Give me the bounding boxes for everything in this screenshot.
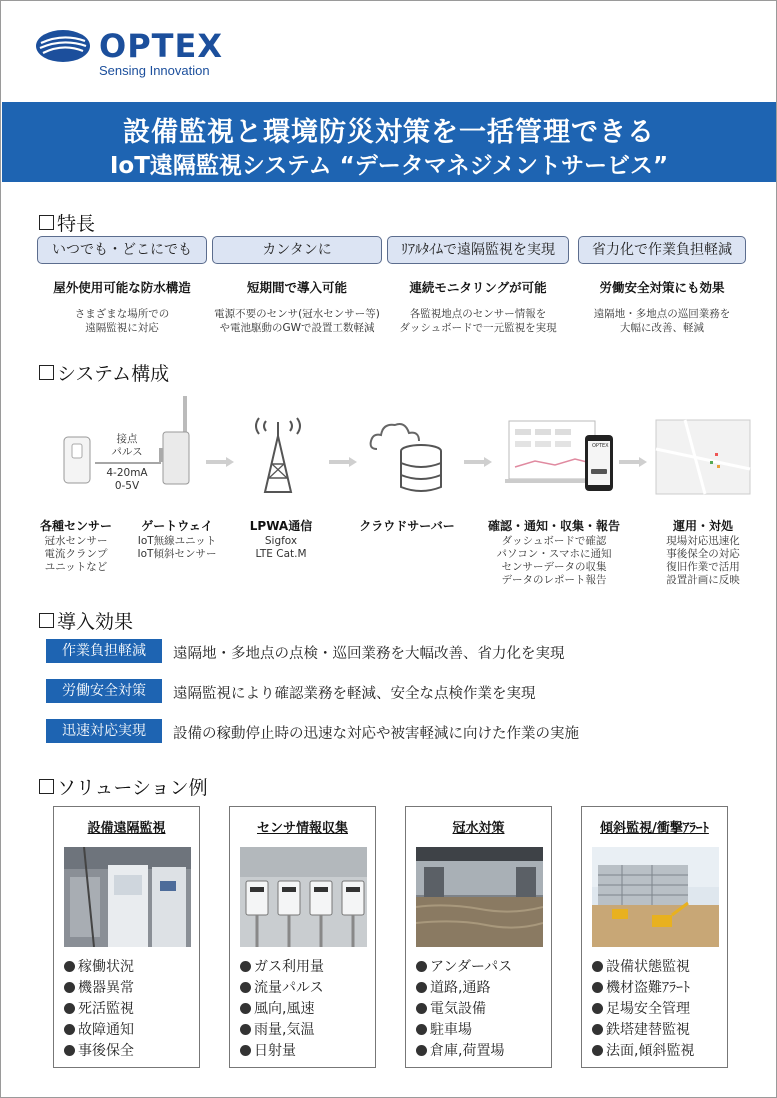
arrow-right-icon bbox=[464, 457, 492, 467]
solution-card bbox=[405, 806, 552, 1068]
stage-detail: Sigfox LTE Cat.M bbox=[255, 535, 307, 560]
bullet-icon bbox=[592, 1003, 603, 1014]
optex-globe-icon bbox=[35, 29, 91, 63]
bullet-icon bbox=[416, 1003, 427, 1014]
arrow-right-icon bbox=[329, 457, 357, 467]
lpwa-tower-icon bbox=[247, 416, 309, 496]
arrow-right-icon bbox=[619, 457, 647, 467]
bullet-icon bbox=[240, 1045, 251, 1056]
signal-label-bottom: 4-20mA 0-5V bbox=[106, 467, 148, 492]
list-item: 日射量 bbox=[240, 1041, 324, 1062]
solution-card bbox=[581, 806, 728, 1068]
dashboard-brand-text: OPTEX bbox=[592, 443, 609, 449]
brand-name: OPTEX bbox=[99, 27, 224, 65]
feature-title: 連続モニタリングが可能 bbox=[409, 280, 547, 295]
signal-label-top: 接点 パルス bbox=[111, 433, 143, 458]
feature-tag: カンタンに bbox=[212, 236, 382, 264]
brand-logo bbox=[35, 27, 255, 83]
solution-list bbox=[64, 957, 134, 1062]
bullet-icon bbox=[240, 982, 251, 993]
list-item: 風向,風速 bbox=[240, 999, 324, 1020]
bullet-icon bbox=[240, 961, 251, 972]
stage-detail: ダッシュボードで確認 パソコン・スマホに通知 センサーデータの収集 データのレポート報告 bbox=[496, 535, 612, 586]
bullet-icon bbox=[416, 961, 427, 972]
list-item: 足場安全管理 bbox=[592, 999, 694, 1020]
map-screen-icon bbox=[655, 419, 751, 495]
brand-tagline: Sensing Innovation bbox=[99, 63, 210, 78]
bullet-icon bbox=[592, 961, 603, 972]
feature-title: 短期間で導入可能 bbox=[246, 280, 347, 295]
dashboard-screen-icon bbox=[505, 419, 615, 495]
facility-photo bbox=[64, 847, 191, 947]
checkbox-square-icon bbox=[39, 365, 54, 380]
solution-title: 傾斜監視/衝撃ｱﾗｰﾄ bbox=[600, 821, 709, 836]
cloud-server-icon bbox=[367, 419, 447, 495]
hero-subtitle: IoT遠隔監視システム “データマネジメントサービス” bbox=[109, 153, 669, 179]
list-item: 設備状態監視 bbox=[592, 957, 694, 978]
bullet-icon bbox=[592, 982, 603, 993]
bullet-icon bbox=[592, 1045, 603, 1056]
stage-label: 運用・対処 bbox=[672, 519, 733, 533]
feature-title: 屋外使用可能な防水構造 bbox=[53, 280, 191, 295]
stage-label: 確認・通知・収集・報告 bbox=[487, 519, 620, 533]
solution-title: 冠水対策 bbox=[452, 821, 505, 836]
stage-label: 各種センサー bbox=[39, 519, 112, 533]
bullet-icon bbox=[416, 1024, 427, 1035]
feature-desc: 各監視地点のセンサー情報を ダッシュボードで一元監視を実現 bbox=[399, 308, 557, 334]
effect-text: 遠隔監視により確認業務を軽減、安全な点検作業を実現 bbox=[173, 686, 536, 702]
effect-badge: 労働安全対策 bbox=[46, 679, 162, 703]
list-item: 雨量,気温 bbox=[240, 1020, 324, 1041]
checkbox-square-icon bbox=[39, 779, 54, 794]
solution-card bbox=[53, 806, 200, 1068]
effect-text: 遠隔地・多地点の点検・巡回業務を大幅改善、省力化を実現 bbox=[173, 646, 565, 662]
feature-desc: さまざまな場所での 遠隔監視に対応 bbox=[74, 308, 170, 334]
construction-site-photo bbox=[592, 847, 719, 947]
list-item: 機材盗難ｱﾗｰﾄ bbox=[592, 978, 694, 999]
feature-title: 労働安全対策にも効果 bbox=[599, 280, 725, 295]
solution-title: センサ情報収集 bbox=[256, 821, 348, 836]
list-item: 稼働状況 bbox=[64, 957, 134, 978]
gateway-device-icon bbox=[159, 396, 195, 488]
arrow-right-icon bbox=[206, 457, 234, 467]
bullet-icon bbox=[64, 961, 75, 972]
solution-title: 設備遠隔監視 bbox=[87, 821, 166, 836]
solution-list bbox=[240, 957, 324, 1062]
system-diagram bbox=[1, 391, 777, 591]
list-item: 機器異常 bbox=[64, 978, 134, 999]
bullet-icon bbox=[64, 982, 75, 993]
features-heading: 特長 bbox=[39, 209, 95, 236]
solutions-heading: ソリューション例 bbox=[39, 773, 208, 800]
bullet-icon bbox=[64, 1045, 75, 1056]
solution-list bbox=[416, 957, 512, 1062]
feature-desc: 電源不要のセンサ(冠水センサー等) や電池駆動のGWで設置工数軽減 bbox=[214, 308, 380, 334]
list-item: 流量パルス bbox=[240, 978, 324, 999]
list-item: 事後保全 bbox=[64, 1041, 134, 1062]
list-item: 電気設備 bbox=[416, 999, 512, 1020]
list-item: アンダーパス bbox=[416, 957, 512, 978]
list-item: 倉庫,荷置場 bbox=[416, 1041, 512, 1062]
bullet-icon bbox=[240, 1003, 251, 1014]
stage-detail: 現場対応迅速化 事後保全の対応 復旧作業で活用 設置計画に反映 bbox=[666, 535, 740, 586]
effect-badge: 迅速対応実現 bbox=[46, 719, 162, 743]
gas-meters-photo bbox=[240, 847, 367, 947]
bullet-icon bbox=[416, 1045, 427, 1056]
feature-tag: いつでも・どこにでも bbox=[37, 236, 207, 264]
hero-title: 設備監視と環境防災対策を一括管理できる bbox=[123, 117, 655, 148]
feature-tag: 省力化で作業負担軽減 bbox=[578, 236, 746, 264]
signal-line bbox=[95, 461, 161, 465]
bullet-icon bbox=[416, 982, 427, 993]
bullet-icon bbox=[240, 1024, 251, 1035]
stage-detail: 冠水センサー 電流クランプ ユニットなど bbox=[44, 535, 108, 573]
effects-heading: 導入効果 bbox=[39, 607, 133, 634]
flooded-underpass-photo bbox=[416, 847, 543, 947]
list-item: 法面,傾斜監視 bbox=[592, 1041, 694, 1062]
stage-detail: IoT無線ユニット IoT傾斜センサー bbox=[137, 535, 217, 560]
list-item: 故障通知 bbox=[64, 1020, 134, 1041]
effect-text: 設備の稼動停止時の迅速な対応や被害軽減に向けた作業の実施 bbox=[173, 726, 579, 742]
list-item: 死活監視 bbox=[64, 999, 134, 1020]
list-item: 駐車場 bbox=[416, 1020, 512, 1041]
stage-label: LPWA通信 bbox=[249, 519, 313, 533]
solution-list bbox=[592, 957, 694, 1062]
feature-desc: 遠隔地・多地点の巡回業務を 大幅に改善、軽減 bbox=[593, 308, 731, 334]
list-item: 道路,通路 bbox=[416, 978, 512, 999]
list-item: ガス利用量 bbox=[240, 957, 324, 978]
stage-label: クラウドサーバー bbox=[359, 519, 455, 533]
system-heading: システム構成 bbox=[39, 359, 169, 386]
checkbox-square-icon bbox=[39, 613, 54, 628]
hero-banner bbox=[2, 102, 776, 182]
bullet-icon bbox=[64, 1003, 75, 1014]
sensor-device-icon bbox=[63, 436, 91, 484]
list-item: 鉄塔建替監視 bbox=[592, 1020, 694, 1041]
stage-label: ゲートウェイ bbox=[141, 519, 213, 533]
checkbox-square-icon bbox=[39, 215, 54, 230]
bullet-icon bbox=[64, 1024, 75, 1035]
bullet-icon bbox=[592, 1024, 603, 1035]
solution-card bbox=[229, 806, 376, 1068]
effect-badge: 作業負担軽減 bbox=[46, 639, 162, 663]
feature-tag: ﾘｱﾙﾀｲﾑで遠隔監視を実現 bbox=[387, 236, 569, 264]
